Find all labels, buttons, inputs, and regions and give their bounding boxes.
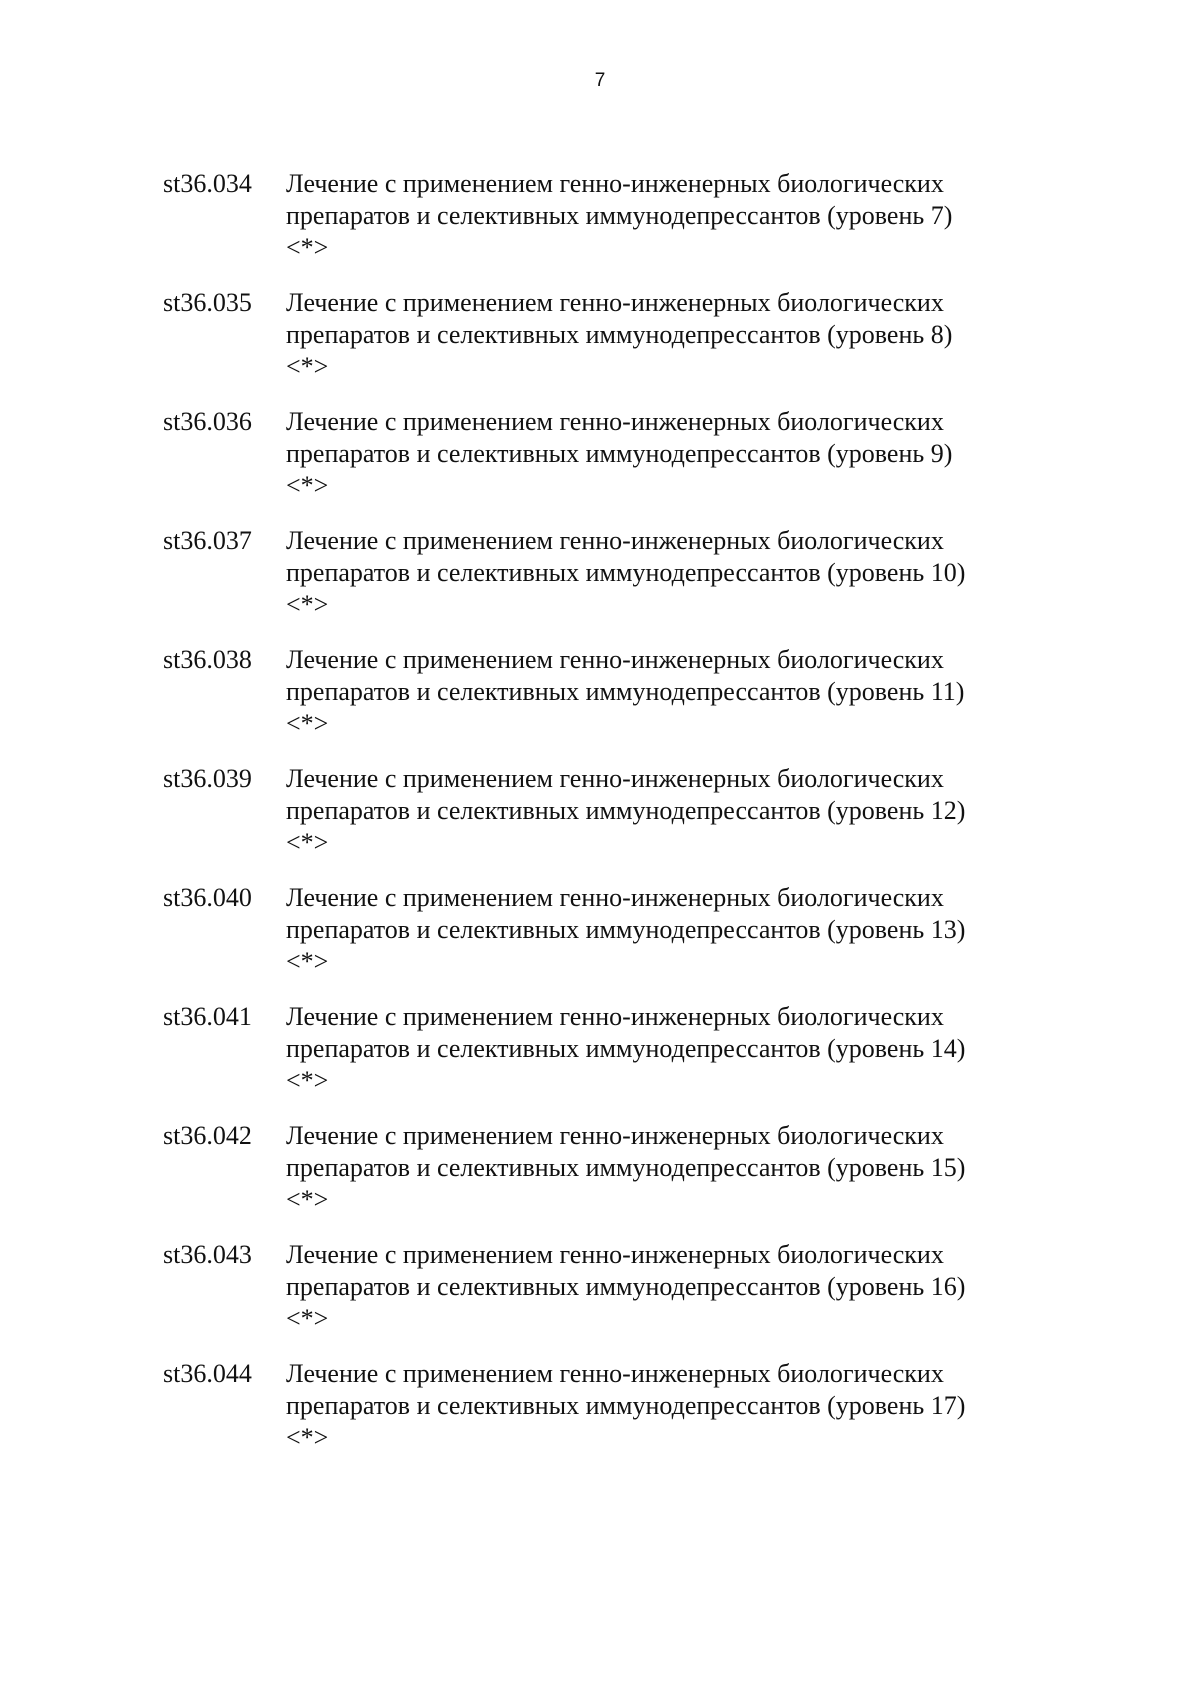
entry-description-line: препаратов и селективных иммунодепрессантов (уровень 16)	[286, 1272, 966, 1301]
entry-description-line: Лечение с применением генно-инженерных биологических	[286, 764, 944, 793]
entry-code: st36.039	[163, 764, 252, 793]
entry-item	[163, 1120, 1063, 1239]
entry-item	[163, 525, 1063, 644]
entry-description-line: Лечение с применением генно-инженерных биологических	[286, 1121, 944, 1150]
entry-footnote-marker: <*>	[286, 590, 329, 619]
entry-description-line: Лечение с применением генно-инженерных биологических	[286, 645, 944, 674]
entry-footnote-marker: <*>	[286, 947, 329, 976]
entry-description-line: Лечение с применением генно-инженерных биологических	[286, 1240, 944, 1269]
entry-description-line: препаратов и селективных иммунодепрессантов (уровень 7)	[286, 201, 953, 230]
entry-footnote-marker: <*>	[286, 1066, 329, 1095]
entry-description-line: Лечение с применением генно-инженерных биологических	[286, 883, 944, 912]
entry-footnote-marker: <*>	[286, 1185, 329, 1214]
entry-code: st36.037	[163, 526, 252, 555]
entry-description-line: Лечение с применением генно-инженерных биологических	[286, 526, 944, 555]
entry-code: st36.034	[163, 169, 252, 198]
entry-description	[286, 525, 1046, 621]
entry-description	[286, 1120, 1046, 1216]
entry-description	[286, 287, 1046, 383]
entry-code: st36.041	[163, 1002, 252, 1031]
entry-description-line: препаратов и селективных иммунодепрессантов (уровень 11)	[286, 677, 965, 706]
entry-code: st36.042	[163, 1121, 252, 1150]
entry-description	[286, 406, 1046, 502]
entry-footnote-marker: <*>	[286, 471, 329, 500]
entry-description-line: препаратов и селективных иммунодепрессантов (уровень 10)	[286, 558, 966, 587]
entry-footnote-marker: <*>	[286, 709, 329, 738]
entry-item	[163, 1239, 1063, 1358]
entry-code: st36.040	[163, 883, 252, 912]
entry-description-line: Лечение с применением генно-инженерных биологических	[286, 1359, 944, 1388]
entry-item	[163, 1358, 1063, 1477]
entry-footnote-marker: <*>	[286, 1423, 329, 1452]
entry-description-line: Лечение с применением генно-инженерных биологических	[286, 407, 944, 436]
page-number: 7	[594, 70, 606, 91]
entry-item	[163, 882, 1063, 1001]
entry-description	[286, 644, 1046, 740]
entry-footnote-marker: <*>	[286, 828, 329, 857]
entry-description-line: препаратов и селективных иммунодепрессантов (уровень 8)	[286, 320, 953, 349]
entry-item	[163, 644, 1063, 763]
entry-item	[163, 287, 1063, 406]
entry-description-line: Лечение с применением генно-инженерных биологических	[286, 1002, 944, 1031]
entry-description-line: препаратов и селективных иммунодепрессантов (уровень 15)	[286, 1153, 966, 1182]
entry-code: st36.043	[163, 1240, 252, 1269]
entry-description-line: Лечение с применением генно-инженерных биологических	[286, 288, 944, 317]
entry-description	[286, 763, 1046, 859]
entry-list	[163, 168, 1063, 1477]
entry-code: st36.044	[163, 1359, 252, 1388]
entry-footnote-marker: <*>	[286, 352, 329, 381]
entry-footnote-marker: <*>	[286, 1304, 329, 1333]
entry-item	[163, 763, 1063, 882]
entry-description	[286, 1239, 1046, 1335]
entry-description-line: препаратов и селективных иммунодепрессантов (уровень 13)	[286, 915, 966, 944]
entry-item	[163, 168, 1063, 287]
entry-description	[286, 1358, 1046, 1454]
entry-item	[163, 1001, 1063, 1120]
entry-description	[286, 1001, 1046, 1097]
entry-footnote-marker: <*>	[286, 233, 329, 262]
entry-code: st36.038	[163, 645, 252, 674]
entry-code: st36.035	[163, 288, 252, 317]
entry-description-line: препаратов и селективных иммунодепрессантов (уровень 17)	[286, 1391, 966, 1420]
entry-description-line: Лечение с применением генно-инженерных биологических	[286, 169, 944, 198]
entry-description-line: препаратов и селективных иммунодепрессантов (уровень 12)	[286, 796, 966, 825]
entry-code: st36.036	[163, 407, 252, 436]
entry-item	[163, 406, 1063, 525]
entry-description	[286, 168, 1046, 264]
entry-description	[286, 882, 1046, 978]
entry-description-line: препаратов и селективных иммунодепрессантов (уровень 9)	[286, 439, 953, 468]
entry-description-line: препаратов и селективных иммунодепрессантов (уровень 14)	[286, 1034, 966, 1063]
